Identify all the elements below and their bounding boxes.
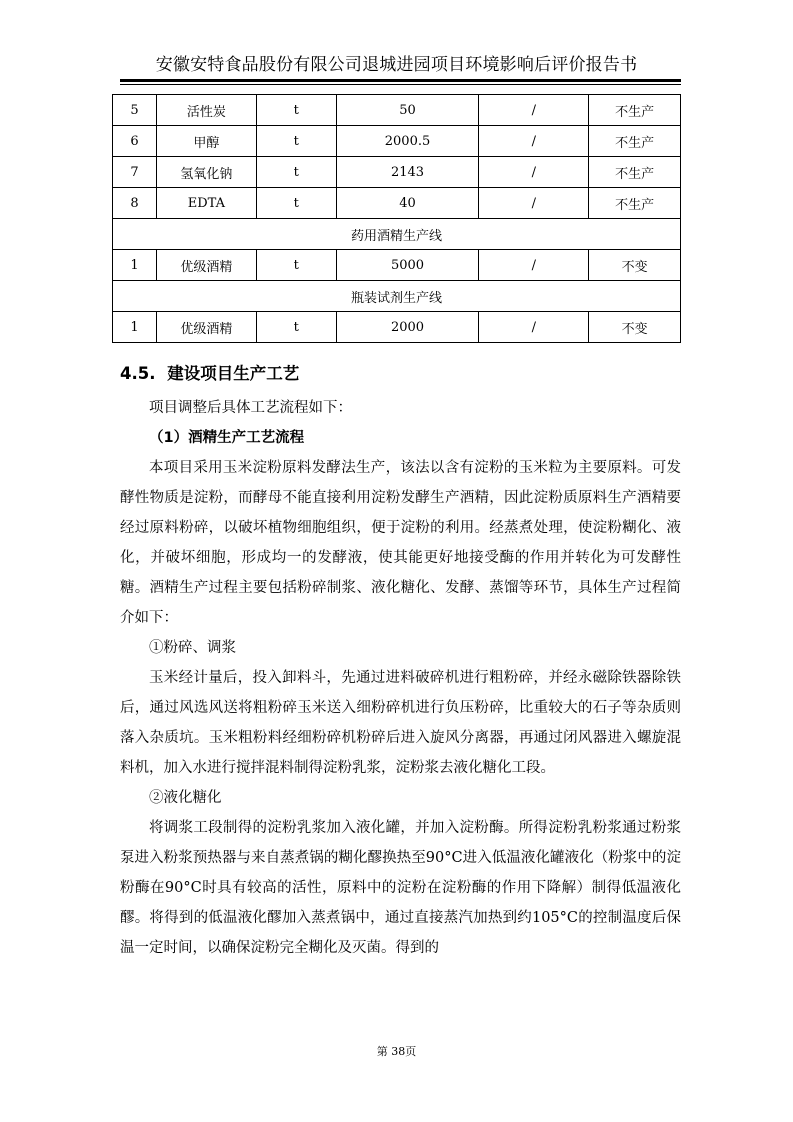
table-cell: 40 <box>336 188 479 219</box>
table-cell: 不变 <box>589 250 681 281</box>
paragraph-crushing: 玉米经计量后，投入卸料斗，先通过进料破碎机进行粗粉碎，并经永磁除铁器除铁后，通过风选风送将粗粉碎玉米送入细粉碎机进行负压粉碎，比重较大的石子等杂质则落入杂质坑。玉米粗粉料经细粉碎机粉碎后进入旋风分离器，再通过闭风器进入螺旋混料机，加入水进行搅拌混料制得淀粉乳浆，淀粉浆去液化糖化工段。 <box>120 670 681 776</box>
table-cell: 优级酒精 <box>156 312 256 343</box>
step-heading-crushing: ①粉碎、调浆 <box>149 640 236 656</box>
table-cell: / <box>479 250 589 281</box>
table-cell: 优级酒精 <box>156 250 256 281</box>
page-number: 第 38页 <box>376 1045 417 1058</box>
table-cell: 活性炭 <box>156 95 256 126</box>
paragraph-liquefaction: 将调浆工段制得的淀粉乳浆加入液化罐，并加入淀粉酶。所得淀粉乳粉浆通过粉浆泵进入粉浆预热器与来自蒸煮锅的糊化醪换热至90°C进入低温液化罐液化（粉浆中的淀粉酶在90°C时具有较高的活性，原料中的淀粉在淀粉酶的作用下降解）制得低温液化醪。将得到的低温液化醪加入蒸煮锅中，通过直接蒸汽加热到约105°C的控制温度后保温一定时间，以确保淀粉完全糊化及灭菌。得到的 <box>120 820 681 956</box>
table-row <box>113 126 681 157</box>
section-heading <box>120 360 299 384</box>
table-cell: 7 <box>113 157 157 188</box>
table-cell: t <box>256 250 336 281</box>
table-row <box>113 95 681 126</box>
table-cell: t <box>256 312 336 343</box>
table-cell: 1 <box>113 312 157 343</box>
table-cell: 5 <box>113 95 157 126</box>
table-cell: 不生产 <box>589 95 681 126</box>
section-number: 4.5. <box>120 364 156 383</box>
table-cell: EDTA <box>156 188 256 219</box>
table-section-row <box>113 219 681 250</box>
table-cell: / <box>479 95 589 126</box>
table-row <box>113 157 681 188</box>
step-heading-liquefaction: ②液化糖化 <box>149 790 222 806</box>
table-cell: 不生产 <box>589 188 681 219</box>
table-row <box>113 312 681 343</box>
table-cell: 2000 <box>336 312 479 343</box>
intro-paragraph: 项目调整后具体工艺流程如下： <box>149 400 352 416</box>
table-cell: 2000.5 <box>336 126 479 157</box>
table-cell: t <box>256 126 336 157</box>
table-cell: / <box>479 188 589 219</box>
table-cell: 6 <box>113 126 157 157</box>
materials-table <box>112 94 681 343</box>
section-title: 建设项目生产工艺 <box>167 364 300 383</box>
table-cell: t <box>256 188 336 219</box>
table-cell: 1 <box>113 250 157 281</box>
header-rule-thick <box>120 79 681 82</box>
table-section-row <box>113 281 681 312</box>
table-row <box>113 188 681 219</box>
table-cell: 不生产 <box>589 157 681 188</box>
table-cell: 2143 <box>336 157 479 188</box>
page-header-title: 安徽安特食品股份有限公司退城进园项目环境影响后评价报告书 <box>155 55 638 75</box>
table-cell: 8 <box>113 188 157 219</box>
subsection-heading: （1）酒精生产工艺流程 <box>149 430 305 446</box>
table-cell: 5000 <box>336 250 479 281</box>
table-section-label: 药用酒精生产线 <box>113 219 681 250</box>
table-cell: 不变 <box>589 312 681 343</box>
table-cell: / <box>479 157 589 188</box>
table-cell: 不生产 <box>589 126 681 157</box>
table-cell: 氢氧化钠 <box>156 157 256 188</box>
table-cell: 甲醇 <box>156 126 256 157</box>
header-rule-thin <box>120 84 681 85</box>
table-cell: 50 <box>336 95 479 126</box>
table-section-label: 瓶装试剂生产线 <box>113 281 681 312</box>
body-content <box>120 393 681 963</box>
table-row <box>113 250 681 281</box>
paragraph-overview: 本项目采用玉米淀粉原料发酵法生产，该法以含有淀粉的玉米粒为主要原料。可发酵性物质是淀粉，而酵母不能直接利用淀粉发酵生产酒精，因此淀粉质原料生产酒精要经过原料粉碎，以破坏植物细胞组织，便于淀粉的利用。经蒸煮处理，使淀粉糊化、液化，并破坏细胞，形成均一的发酵液，使其能更好地接受酶的作用并转化为可发酵性糖。酒精生产过程主要包括粉碎制浆、液化糖化、发酵、蒸馏等环节，具体生产过程简介如下： <box>120 460 681 626</box>
table-cell: t <box>256 157 336 188</box>
table-cell: t <box>256 95 336 126</box>
table-cell: / <box>479 126 589 157</box>
table-cell: / <box>479 312 589 343</box>
